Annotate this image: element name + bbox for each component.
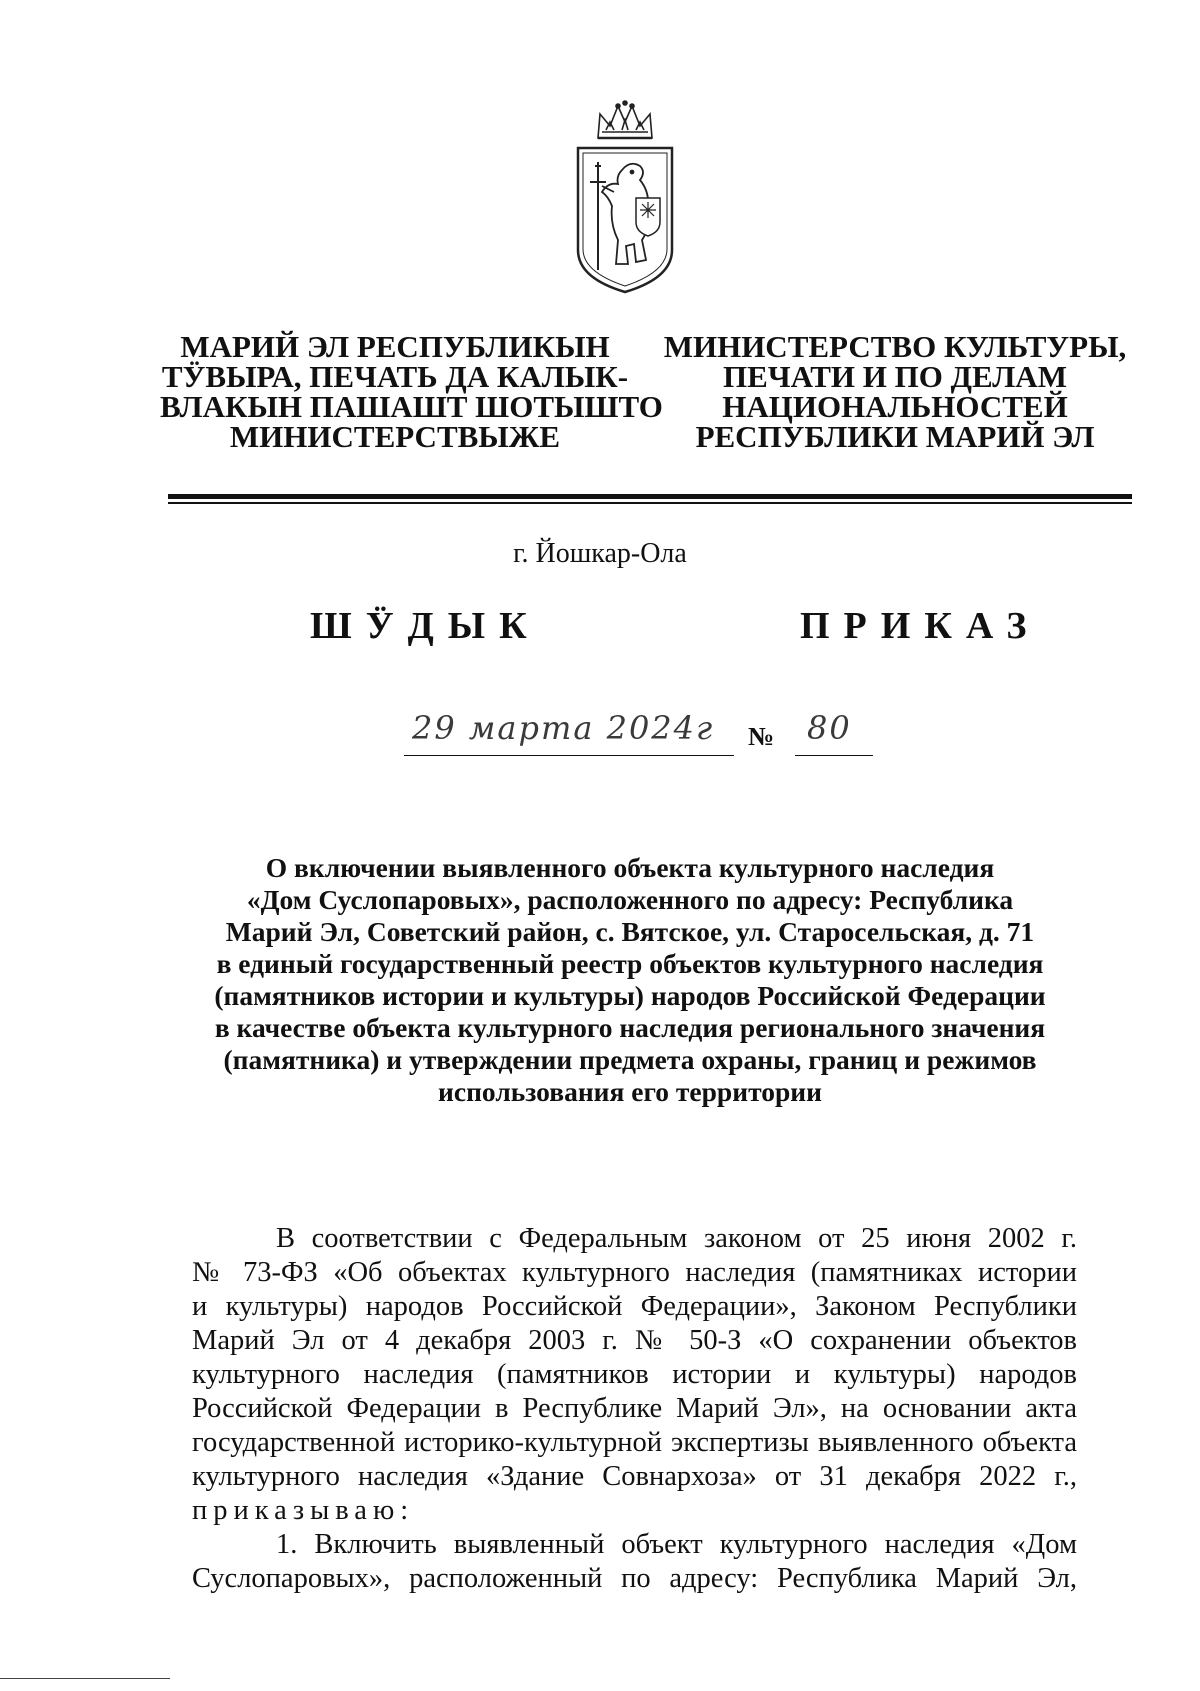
- title-line: использования его территории: [438, 1076, 822, 1107]
- header-mari-line: ВЛАКЫН ПАШАШТ ШОТЫШТО: [160, 389, 663, 424]
- footer-divider: [0, 1678, 170, 1680]
- order-body: [192, 1222, 1077, 1596]
- header-mari-line: МАРИЙ ЭЛ РЕСПУБЛИКЫН: [180, 329, 610, 364]
- header-divider-thin: [168, 502, 1132, 504]
- body-line: Суслопаровых», расположенный по адресу: Республика Марий Эл,: [192, 1563, 1077, 1594]
- body-line: В соответствии с Федеральным законом от 25 июня 2002 г.: [276, 1223, 1077, 1254]
- body-line: государственной историко-культурной экспертизы выявленного объекта: [192, 1427, 1077, 1458]
- body-line: Российской Федерации в Республике Марий Эл», на основании акта: [192, 1393, 1077, 1424]
- coat-of-arms-emblem: [570, 100, 680, 295]
- handwritten-number: 80: [807, 709, 852, 747]
- header-russian-line: НАЦИОНАЛЬНОСТЕЙ: [722, 389, 1068, 424]
- header-mari-line: ТӰВЫРА, ПЕЧАТЬ ДА КАЛЫК-: [161, 359, 629, 394]
- header-russian: [660, 329, 1130, 454]
- date-field: [404, 709, 734, 756]
- title-line: Марий Эл, Советский район, с. Вятское, ул. Старосельская, д. 71: [225, 916, 1035, 947]
- title-line: в единый государственный реестр объектов культурного наследия: [216, 948, 1044, 979]
- header-mari-line: МИНИСТЕРСТВЫЖЕ: [229, 419, 561, 454]
- header-russian-line: МИНИСТЕРСТВО КУЛЬТУРЫ,: [663, 329, 1127, 364]
- title-line: (памятников истории и культуры) народов Российской Федерации: [214, 980, 1046, 1011]
- header-mari: [160, 329, 663, 454]
- body-line: культурного наследия (памятников истории и культуры) народов: [192, 1359, 1077, 1390]
- order-keyword: приказываю:: [192, 1495, 415, 1526]
- number-field: [795, 709, 873, 756]
- number-sign: №: [748, 722, 775, 751]
- title-line: О включении выявленного объекта культурного наследия: [265, 852, 995, 883]
- title-line: «Дом Суслопаровых», расположенного по адресу: Республика: [246, 884, 1014, 915]
- body-line: культурного наследия «Здание Совнархоза» от 31 декабря 2022 г.,: [192, 1461, 1077, 1492]
- handwritten-date: 29 марта 2024г: [412, 709, 715, 747]
- doc-type-mari: ШӰДЫК: [310, 605, 541, 647]
- city-name: г. Йошкар-Ола: [513, 538, 687, 569]
- title-line: в качестве объекта культурного наследия регионального значения: [214, 1012, 1046, 1043]
- body-line: 1. Включить выявленный объект культурного наследия «Дом: [276, 1529, 1077, 1560]
- title-line: (памятника) и утверждении предмета охраны, границ и режимов: [223, 1044, 1037, 1075]
- header-russian-line: ПЕЧАТИ И ПО ДЕЛАМ: [723, 359, 1067, 394]
- order-title: [160, 852, 1100, 1108]
- body-line: Марий Эл от 4 декабря 2003 г. № 50-З «О сохранении объектов: [192, 1325, 1077, 1356]
- doc-type-russian: ПРИКАЗ: [800, 605, 1041, 647]
- body-line: № 73-ФЗ «Об объектах культурного наследия (памятниках истории: [192, 1257, 1077, 1288]
- body-line: и культуры) народов Российской Федерации», Законом Республики: [192, 1291, 1077, 1322]
- header-divider-thick: [168, 494, 1132, 499]
- header-russian-line: РЕСПУБЛИКИ МАРИЙ ЭЛ: [695, 419, 1095, 454]
